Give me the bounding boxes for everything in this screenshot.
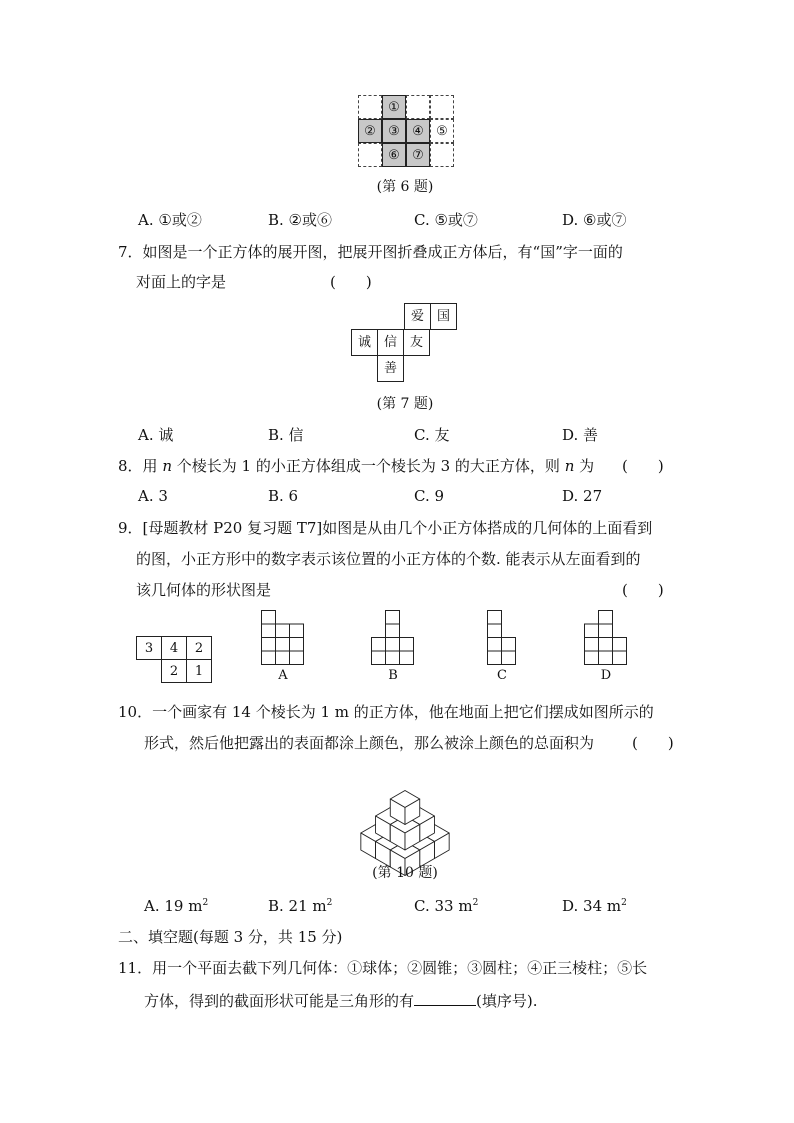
q6-option-a: A. ①或② bbox=[138, 211, 202, 229]
q9-choice-d-figure bbox=[584, 610, 628, 666]
grid-cell: 1 bbox=[186, 659, 212, 683]
net-cell: ② bbox=[358, 119, 382, 143]
grid-cell: 2 bbox=[186, 636, 212, 660]
q9-question-line3: 该几何体的形状图是 bbox=[136, 581, 272, 599]
q7-option-c: C. 友 bbox=[414, 426, 450, 444]
exponent: 2 bbox=[202, 898, 209, 908]
q9-answer-paren: ( ) bbox=[622, 581, 664, 599]
exponent: 2 bbox=[472, 898, 479, 908]
q8-var-n: n bbox=[564, 457, 575, 475]
q8-text-a: 8．用 bbox=[118, 457, 163, 475]
q10-option-d bbox=[562, 896, 627, 916]
net-dashed-cell bbox=[430, 95, 454, 119]
net-dashed-cell bbox=[358, 95, 382, 119]
q9-choice-c-label: C bbox=[497, 668, 507, 683]
q10-option-b-text: B. 21 m bbox=[268, 897, 327, 915]
net-cell: ④ bbox=[406, 119, 430, 143]
q7-option-b: B. 信 bbox=[268, 426, 304, 444]
net-dashed-cell bbox=[358, 143, 382, 167]
q10-option-d-text: D. 34 m bbox=[562, 897, 622, 915]
q10-answer-paren: ( ) bbox=[632, 734, 674, 752]
q6-caption: (第 6 题) bbox=[376, 179, 434, 195]
q7-option-d: D. 善 bbox=[562, 426, 599, 444]
net-dashed-cell bbox=[406, 95, 430, 119]
q8-option-b: B. 6 bbox=[268, 487, 299, 505]
q10-option-a bbox=[144, 896, 208, 916]
q8-var-n: n bbox=[162, 457, 172, 475]
q9-question-line1: 9．[母题教材 P20 复习题 T7]如图是从由几个小正方体搭成的几何体的上面看到 bbox=[118, 519, 653, 537]
net-cell: ⑥ bbox=[382, 143, 406, 167]
grid-cell: 4 bbox=[161, 636, 187, 660]
net-cell: 善 bbox=[377, 355, 404, 382]
net-dashed-cell bbox=[430, 143, 454, 167]
q9-choice-a-label: A bbox=[278, 668, 288, 683]
q11-text-a: 方体，得到的截面形状可能是三角形的有 bbox=[144, 992, 415, 1010]
net-cell: ⑤ bbox=[430, 119, 454, 143]
q10-option-b bbox=[268, 896, 332, 916]
q7-option-a: A. 诚 bbox=[138, 426, 174, 444]
q11-answer-blank[interactable] bbox=[414, 991, 476, 1006]
q10-option-c bbox=[414, 896, 478, 916]
q7-caption: (第 7 题) bbox=[376, 396, 434, 412]
net-cell: 诚 bbox=[351, 329, 378, 356]
q7-question-line1: 7．如图是一个正方体的展开图，把展开图折叠成正方体后，有“国”字一面的 bbox=[118, 243, 623, 261]
grid-cell: 2 bbox=[161, 659, 187, 683]
q10-option-c-text: C. 33 m bbox=[414, 897, 473, 915]
q9-choice-d-label: D bbox=[600, 668, 612, 683]
grid-cell: 3 bbox=[136, 636, 162, 660]
net-cell: ① bbox=[382, 95, 406, 119]
net-cell: 友 bbox=[403, 329, 430, 356]
q6-option-c: C. ⑤或⑦ bbox=[414, 211, 478, 229]
q11-text-b: (填序号). bbox=[476, 992, 538, 1010]
section-title: 二、填空题(每题 3 分，共 15 分) bbox=[118, 928, 343, 946]
q8-option-a: A. 3 bbox=[138, 487, 168, 505]
q10-option-a-text: A. 19 m bbox=[144, 897, 203, 915]
exponent: 2 bbox=[326, 898, 333, 908]
q10-question-line1: 10．一个画家有 14 个棱长为 1 m 的正方体，他在地面上把它们摆成如图所示的 bbox=[118, 703, 654, 721]
net-cell: 国 bbox=[430, 303, 457, 330]
net-cell: ③ bbox=[382, 119, 406, 143]
q10-question-line2: 形式，然后他把露出的表面都涂上颜色，那么被涂上颜色的总面积为 bbox=[144, 734, 595, 752]
q9-choice-a-figure bbox=[261, 610, 305, 666]
q8-question bbox=[118, 456, 594, 476]
exponent: 2 bbox=[621, 898, 627, 908]
q8-option-c: C. 9 bbox=[414, 487, 445, 505]
q7-question-line2: 对面上的字是 bbox=[136, 273, 227, 291]
net-cell: ⑦ bbox=[406, 143, 430, 167]
q10-caption: (第 10 题) bbox=[372, 865, 438, 881]
q8-option-d: D. 27 bbox=[562, 487, 603, 505]
q11-question-line1: 11．用一个平面去截下列几何体：①球体；②圆锥；③圆柱；④正三棱柱；⑤长 bbox=[118, 959, 648, 977]
q8-text-b: 个棱长为 1 的小正方体组成一个棱长为 3 的大正方体，则 bbox=[171, 457, 565, 475]
q9-choice-b-label: B bbox=[388, 668, 398, 683]
q8-text-c: 为 bbox=[574, 457, 595, 475]
q10-cube-stack-figure bbox=[355, 760, 455, 855]
q8-answer-paren: ( ) bbox=[622, 457, 664, 475]
q9-choice-b-figure bbox=[371, 610, 415, 666]
q11-question-line2 bbox=[144, 991, 538, 1011]
net-cell: 信 bbox=[377, 329, 404, 356]
q7-answer-paren: ( ) bbox=[330, 273, 372, 291]
q6-option-b: B. ②或⑥ bbox=[268, 211, 333, 229]
q9-choice-c-figure bbox=[487, 610, 519, 666]
q6-option-d: D. ⑥或⑦ bbox=[562, 211, 627, 229]
net-cell: 爱 bbox=[404, 303, 431, 330]
q9-question-line2: 的图，小正方形中的数字表示该位置的小正方体的个数. 能表示从左面看到的 bbox=[136, 550, 641, 568]
